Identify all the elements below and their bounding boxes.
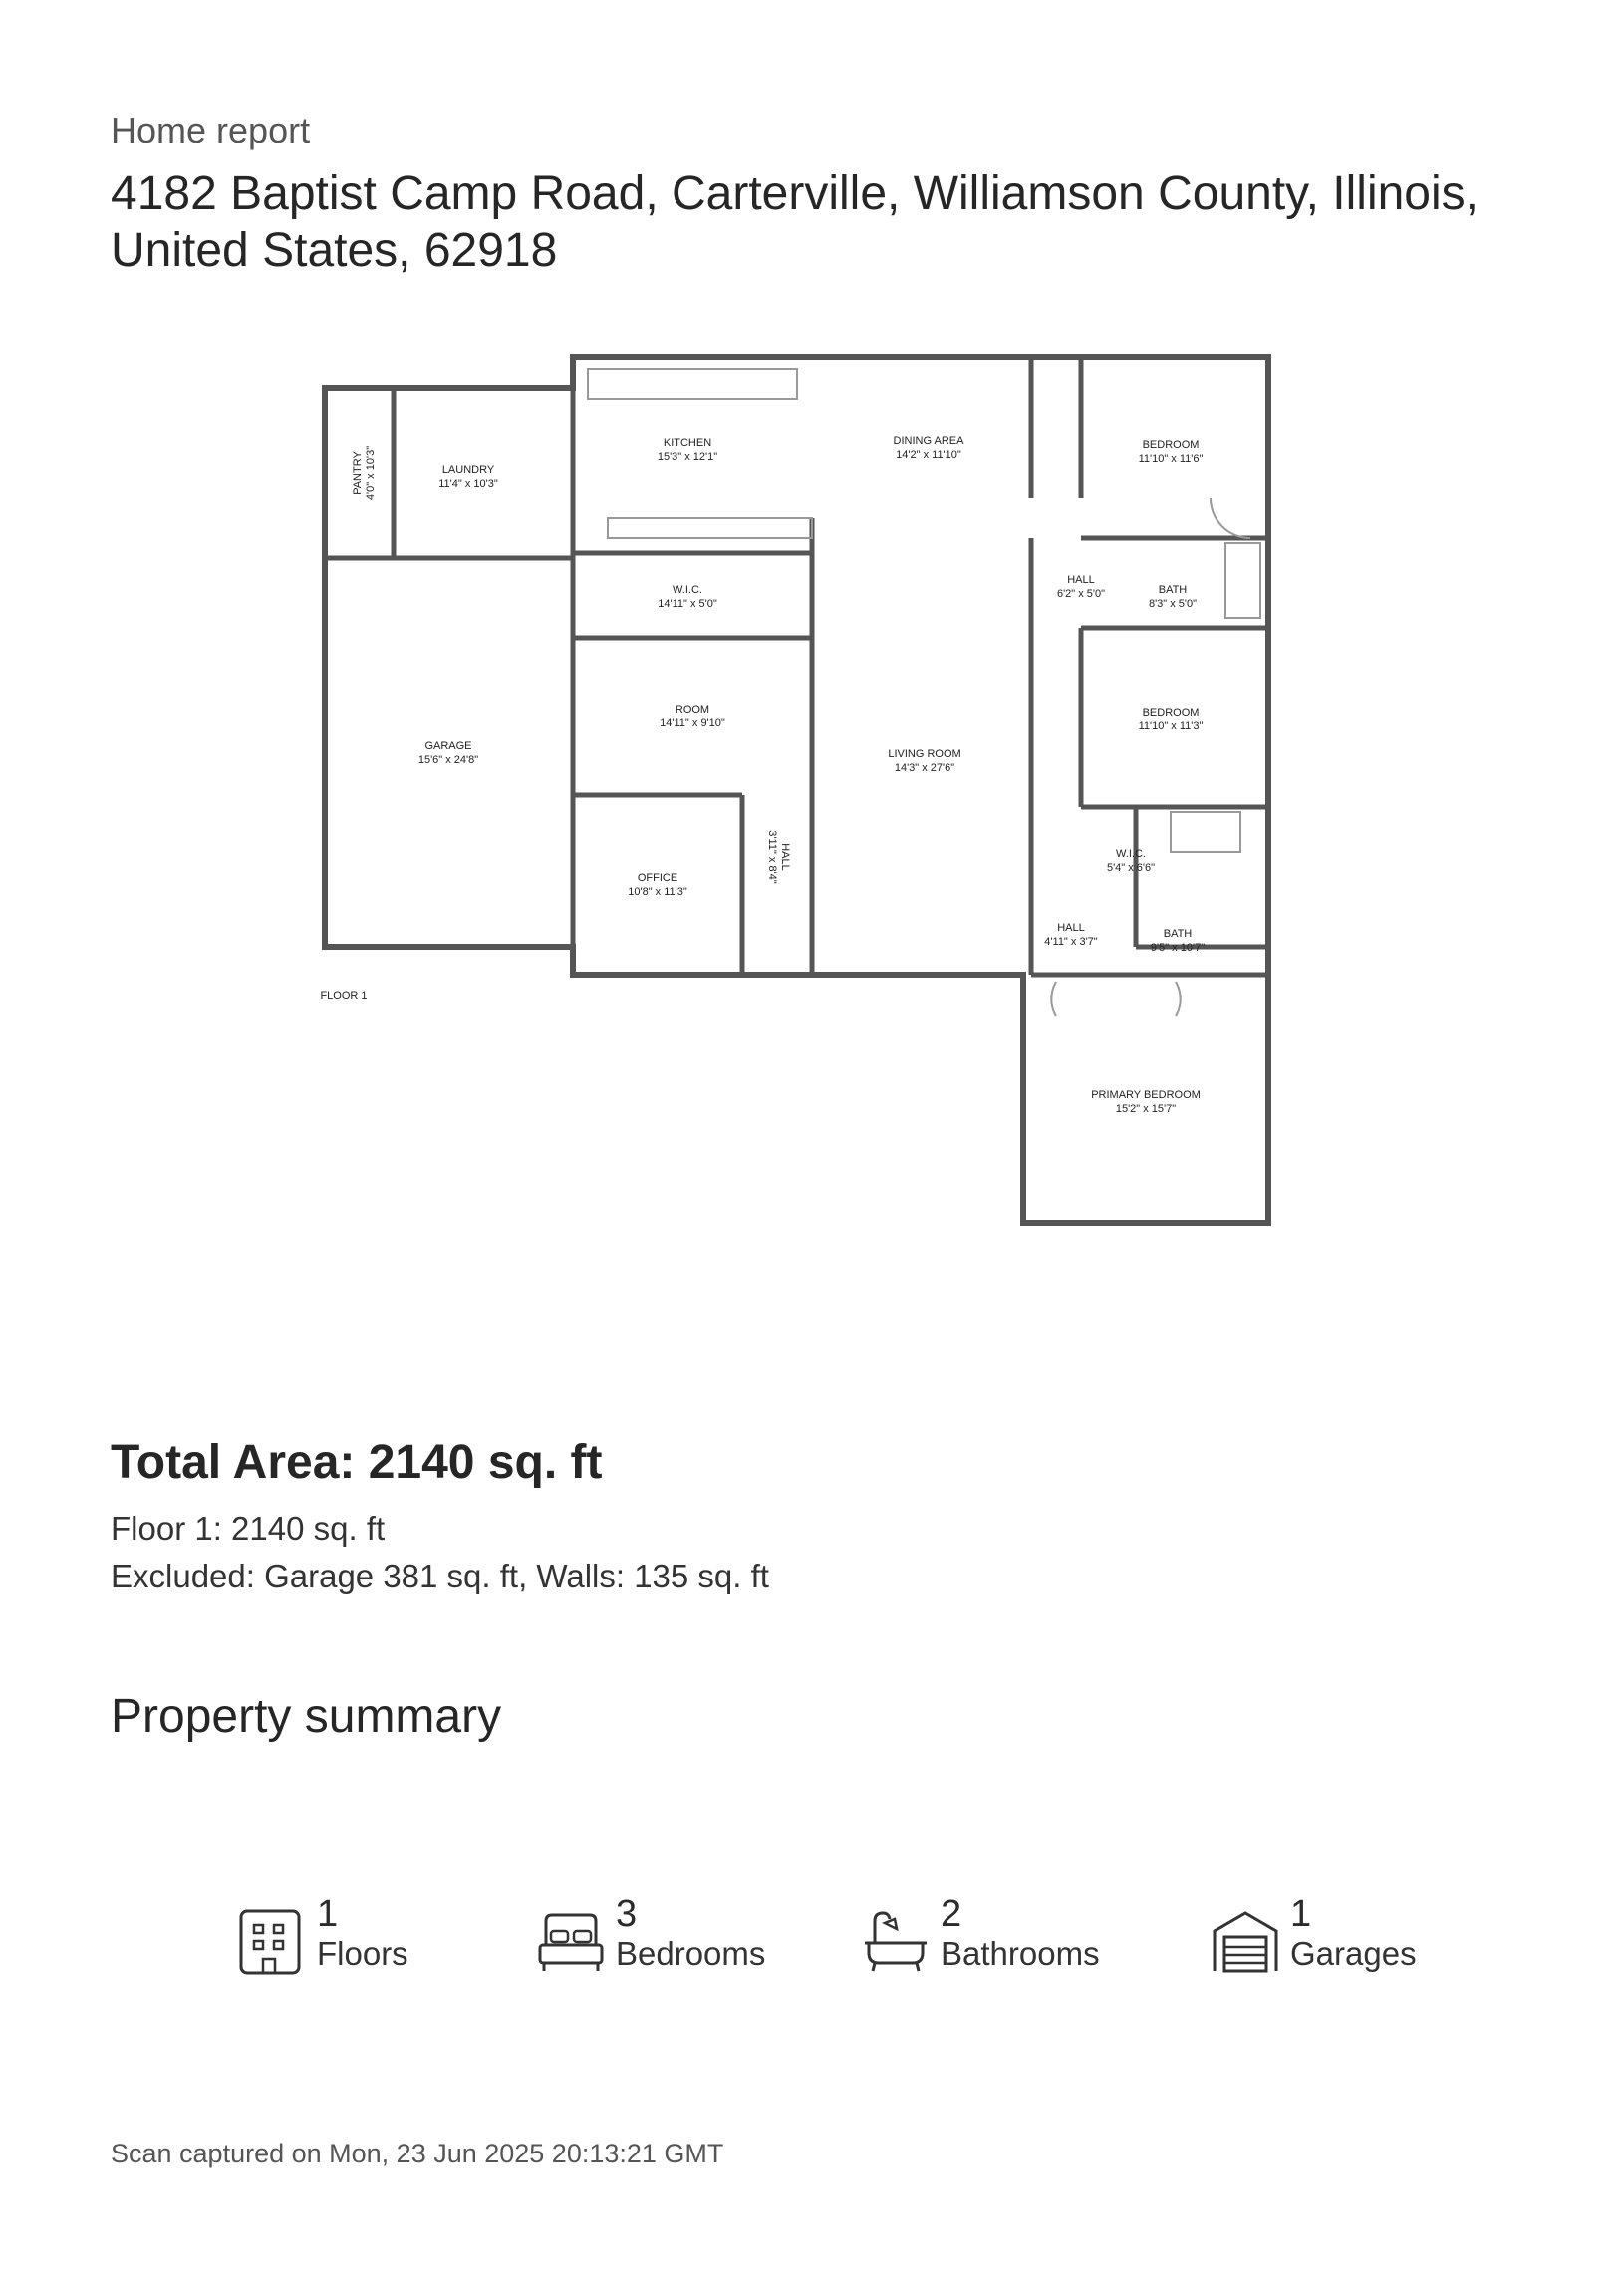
room-label: ROOM 14'11" x 9'10" [660,704,725,729]
kitchen-island [608,518,812,538]
room-label: BATH 8'3" x 5'0" [1148,584,1198,610]
door-swing [1211,498,1250,538]
property-address: 4182 Baptist Camp Road, Carterville, Williamson County, Illinois, United States, 62918 [111,167,1479,277]
bathtub-icon [861,1907,931,1977]
room-label: HALL 4'11" x 3'7" [1044,922,1098,948]
bathtub [1171,812,1240,852]
bathrooms-label: Bathrooms [941,1935,1100,1972]
door-swing [1176,982,1181,1016]
summary-title: Property summary [111,1690,502,1743]
room-label: KITCHEN 15'3" x 12'1" [657,437,718,463]
room-label: PANTRY4'0" x 10'3" [352,445,377,501]
room-label: W.I.C. 5'4" x 6'6" [1106,848,1156,874]
building-icon [237,1907,303,1977]
floor-plan [299,339,1295,1236]
room-label: PRIMARY BEDROOM 15'2" x 15'7" [1091,1089,1201,1115]
floor-area: Floor 1: 2140 sq. ft [111,1510,386,1547]
total-area: Total Area: 2140 sq. ft [111,1436,603,1489]
room-label: LAUNDRY 11'4" x 10'3" [438,464,498,490]
bathtub [1225,543,1260,618]
bedrooms-count: 3 [616,1893,638,1935]
bedrooms-label: Bedrooms [616,1935,766,1972]
floors-label: Floors [317,1935,408,1972]
bed-icon [536,1907,606,1977]
room-label: HALL3'11" x 8'4" [766,830,791,884]
scan-timestamp: Scan captured on Mon, 23 Jun 2025 20:13:21 GMT [111,2139,724,2168]
room-label: W.I.C. 14'11" x 5'0" [658,584,717,610]
floors-count: 1 [317,1893,339,1935]
room-label: BEDROOM 11'10" x 11'3" [1138,707,1204,732]
room-label: HALL 6'2" x 5'0" [1056,574,1106,600]
room-label: DINING AREA 14'2" x 11'10" [893,435,964,461]
room-label: LIVING ROOM 14'3" x 27'6" [888,748,961,774]
room-label: BEDROOM 11'10" x 11'6" [1138,439,1204,465]
door-swing [1051,982,1056,1016]
garages-count: 1 [1290,1893,1312,1935]
garages-label: Garages [1290,1935,1417,1972]
excluded-area: Excluded: Garage 381 sq. ft, Walls: 135 sq. ft [111,1558,769,1594]
garage-icon [1211,1907,1280,1977]
kitchen-counter [588,369,797,399]
room-label: BATH 9'5" x 10'7" [1150,928,1206,954]
bathrooms-count: 2 [941,1893,962,1935]
room-label: GARAGE 15'6" x 24'8" [417,740,479,766]
room-label: OFFICE 10'8" x 11'3" [628,872,687,898]
document-label: Home report [111,110,311,150]
floor-label: FLOOR 1 [320,990,368,1002]
